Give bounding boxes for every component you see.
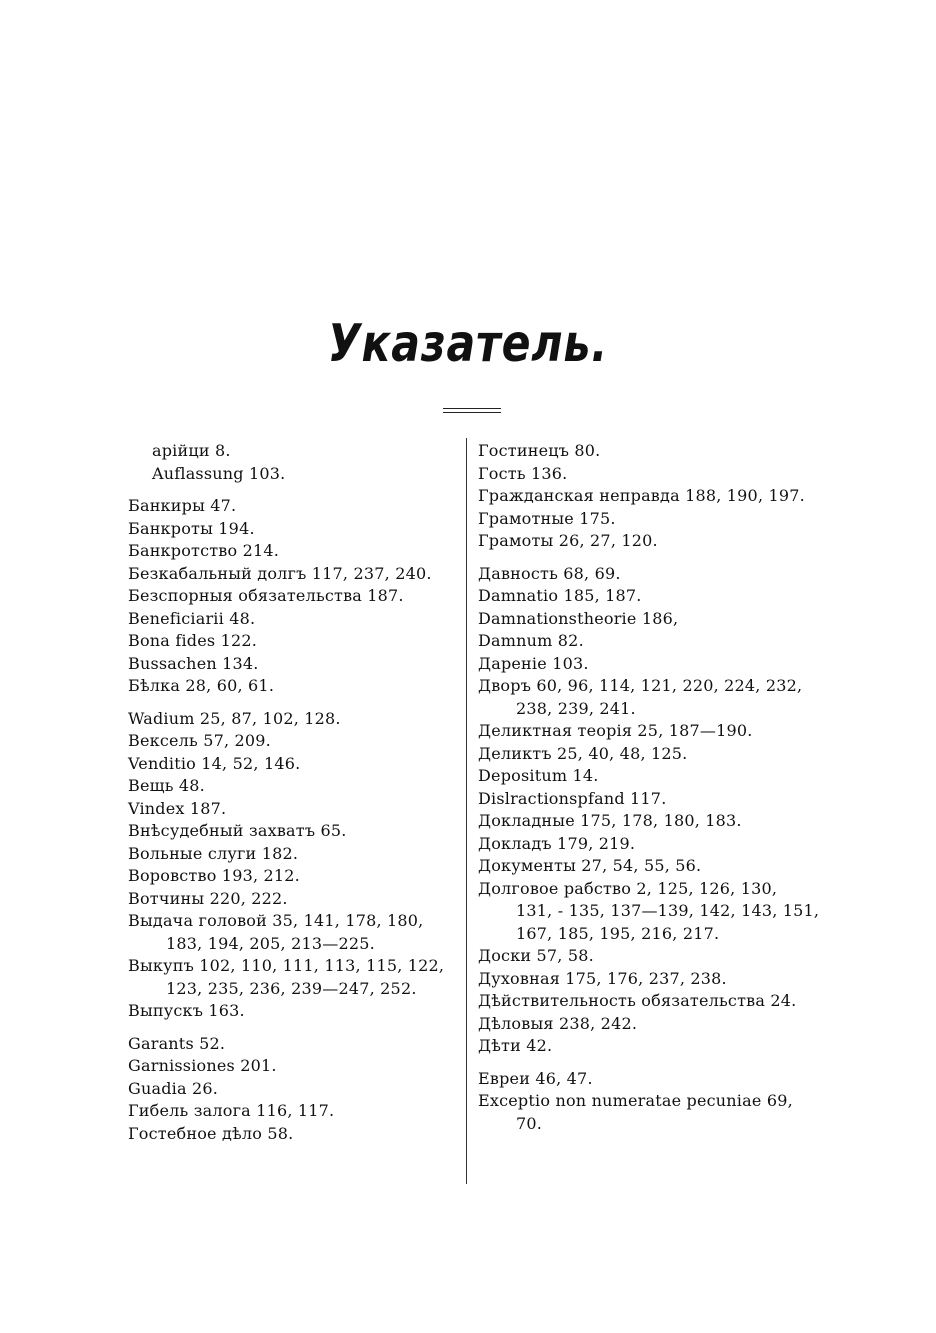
index-entry bbox=[478, 990, 818, 1013]
index-entry bbox=[128, 518, 458, 541]
index-entry-text: Damnum 82. bbox=[478, 631, 584, 650]
section-gap bbox=[478, 553, 818, 563]
index-entry-text: Exceptio non numeratae pecuniae 69, bbox=[478, 1091, 793, 1110]
index-entry-text: арійци 8. bbox=[152, 441, 231, 460]
index-entry-text: Гость 136. bbox=[478, 463, 568, 483]
index-entry bbox=[478, 530, 818, 553]
index-entry-text: Дареніе 103. bbox=[478, 653, 589, 673]
index-entry bbox=[128, 730, 458, 753]
index-entry-text: Dislractionspfand 117. bbox=[478, 788, 667, 808]
index-entry-text: Auflassung 103. bbox=[152, 463, 286, 483]
index-entry-text: Безкабальный долгъ 117, 237, 240. bbox=[128, 563, 432, 583]
index-entry bbox=[478, 810, 818, 833]
index-entry bbox=[478, 630, 818, 653]
index-entry-continuation: 131, - 135, 137—139, 142, 143, 151, bbox=[516, 901, 820, 920]
index-entry bbox=[128, 1055, 458, 1078]
index-entry-text: Дѣйствительность обязательства 24. bbox=[478, 991, 797, 1010]
index-entry bbox=[478, 878, 818, 946]
index-entry-text: Выпускъ 163. bbox=[128, 1001, 245, 1020]
index-entry-text: Воровство 193, 212. bbox=[128, 866, 300, 885]
index-entry bbox=[128, 708, 458, 731]
title-rule-top bbox=[443, 408, 501, 409]
section-gap bbox=[128, 698, 458, 708]
index-entry bbox=[478, 945, 818, 968]
index-entry-continuation: 238, 239, 241. bbox=[516, 698, 636, 718]
index-entry-continuation: 167, 185, 195, 216, 217. bbox=[516, 923, 720, 943]
index-entry-text: Евреи 46, 47. bbox=[478, 1068, 593, 1088]
index-entry bbox=[478, 1035, 818, 1058]
index-entry-text: Bona fides 122. bbox=[128, 631, 257, 650]
index-entry-text: Вещь 48. bbox=[128, 776, 205, 795]
index-entry bbox=[128, 1000, 458, 1023]
index-entry bbox=[478, 440, 818, 463]
index-entry bbox=[128, 495, 458, 518]
index-entry-text: Garants 52. bbox=[128, 1033, 226, 1053]
index-entry bbox=[128, 798, 458, 821]
index-entry bbox=[128, 1078, 458, 1101]
index-entry-text: Грамоты 26, 27, 120. bbox=[478, 531, 658, 550]
index-entry bbox=[478, 563, 818, 586]
index-entry-continuation: 183, 194, 205, 213—225. bbox=[166, 933, 375, 953]
index-entry-text: Вольные слуги 182. bbox=[128, 843, 299, 863]
index-entry-text: Гибель залога 116, 117. bbox=[128, 1101, 335, 1120]
index-entry-text: Выдача головой 35, 141, 178, 180, bbox=[128, 911, 424, 930]
index-entry-text: Damnatio 185, 187. bbox=[478, 586, 642, 605]
index-entry bbox=[478, 675, 818, 720]
index-entry-text: Банкроты 194. bbox=[128, 518, 255, 538]
section-gap bbox=[478, 1058, 818, 1068]
index-entry-text: Venditio 14, 52, 146. bbox=[128, 753, 301, 773]
index-entry-text: Внѣсудебный захватъ 65. bbox=[128, 821, 347, 840]
index-entry-text: Докладные 175, 178, 180, 183. bbox=[478, 811, 742, 830]
index-entry bbox=[478, 1013, 818, 1036]
index-entry bbox=[478, 485, 818, 508]
index-entry-text: Guadia 26. bbox=[128, 1078, 219, 1098]
index-entry-text: Гражданская неправда 188, 190, 197. bbox=[478, 486, 805, 505]
index-entry-text: Гостебное дѣло 58. bbox=[128, 1123, 294, 1143]
index-entry bbox=[128, 820, 458, 843]
index-entry bbox=[478, 608, 818, 631]
index-entry-text: Vindex 187. bbox=[128, 798, 227, 818]
section-gap bbox=[128, 1023, 458, 1033]
section-gap bbox=[128, 485, 458, 495]
index-entry bbox=[478, 585, 818, 608]
index-entry-text: Выкупъ 102, 110, 111, 113, 115, 122, bbox=[128, 956, 445, 975]
index-entry-text: Depositum 14. bbox=[478, 766, 599, 785]
index-entry-text: Банкиры 47. bbox=[128, 496, 237, 515]
index-entry bbox=[128, 1100, 458, 1123]
index-entry-continuation: 123, 235, 236, 239—247, 252. bbox=[166, 978, 417, 998]
index-entry-text: Bussachen 134. bbox=[128, 653, 259, 673]
index-entry bbox=[128, 563, 458, 586]
index-entry-text: Дѣти 42. bbox=[478, 1036, 553, 1055]
index-entry bbox=[128, 775, 458, 798]
title-rule-bottom bbox=[443, 412, 501, 413]
index-entry-text: Деликтъ 25, 40, 48, 125. bbox=[478, 743, 688, 763]
index-entry-text: Бѣлка 28, 60, 61. bbox=[128, 676, 275, 695]
index-entry bbox=[478, 765, 818, 788]
index-entry-text: Долговое рабство 2, 125, 126, 130, bbox=[478, 878, 778, 898]
index-entry bbox=[128, 888, 458, 911]
index-entry-text: Вотчины 220, 222. bbox=[128, 888, 288, 908]
index-entry-text: Вексель 57, 209. bbox=[128, 731, 271, 750]
index-entry-text: Банкротство 214. bbox=[128, 541, 280, 560]
index-entry bbox=[478, 833, 818, 856]
index-entry-text: Beneficiarii 48. bbox=[128, 608, 256, 628]
index-entry bbox=[478, 788, 818, 811]
page-title: Указатель. bbox=[327, 314, 609, 374]
index-entry-text: Безспорныя обязательства 187. bbox=[128, 586, 404, 605]
index-entry bbox=[128, 865, 458, 888]
index-entry bbox=[128, 653, 458, 676]
index-entry-text: Дѣловыя 238, 242. bbox=[478, 1013, 638, 1033]
index-entry bbox=[128, 843, 458, 866]
index-entry-text: Доски 57, 58. bbox=[478, 946, 594, 965]
index-entry bbox=[478, 653, 818, 676]
index-entry bbox=[128, 608, 458, 631]
index-entry bbox=[128, 1033, 458, 1056]
index-entry bbox=[128, 1123, 458, 1146]
column-divider bbox=[466, 438, 467, 1184]
index-entry-text: Дворъ 60, 96, 114, 121, 220, 224, 232, bbox=[478, 676, 803, 695]
index-entry bbox=[478, 968, 818, 991]
index-column-left bbox=[128, 440, 458, 1145]
index-entry-text: Документы 27, 54, 55, 56. bbox=[478, 856, 702, 875]
index-entry-text: Докладъ 179, 219. bbox=[478, 833, 636, 853]
index-entry bbox=[128, 753, 458, 776]
index-entry-text: Грамотные 175. bbox=[478, 508, 616, 528]
index-entry-text: Духовная 175, 176, 237, 238. bbox=[478, 968, 727, 988]
index-entry-text: Деликтная теорія 25, 187—190. bbox=[478, 721, 753, 740]
index-entry bbox=[128, 440, 458, 463]
index-entry bbox=[128, 955, 458, 1000]
index-entry bbox=[128, 585, 458, 608]
index-entry-text: Garnissiones 201. bbox=[128, 1056, 277, 1075]
index-entry bbox=[478, 508, 818, 531]
index-entry-continuation: 70. bbox=[516, 1113, 543, 1133]
index-entry bbox=[478, 743, 818, 766]
index-entry bbox=[128, 675, 458, 698]
index-column-right bbox=[478, 440, 818, 1135]
index-entry-text: Давность 68, 69. bbox=[478, 563, 621, 583]
index-entry bbox=[478, 1068, 818, 1091]
index-entry-text: Wadium 25, 87, 102, 128. bbox=[128, 708, 341, 728]
index-entry-text: Damnationstheorie 186, bbox=[478, 608, 679, 628]
index-entry bbox=[128, 540, 458, 563]
index-entry-text: Гостинецъ 80. bbox=[478, 441, 601, 460]
index-entry bbox=[128, 463, 458, 486]
index-entry bbox=[478, 720, 818, 743]
index-entry bbox=[478, 463, 818, 486]
index-entry bbox=[128, 630, 458, 653]
index-entry bbox=[478, 855, 818, 878]
index-entry bbox=[478, 1090, 818, 1135]
index-entry bbox=[128, 910, 458, 955]
